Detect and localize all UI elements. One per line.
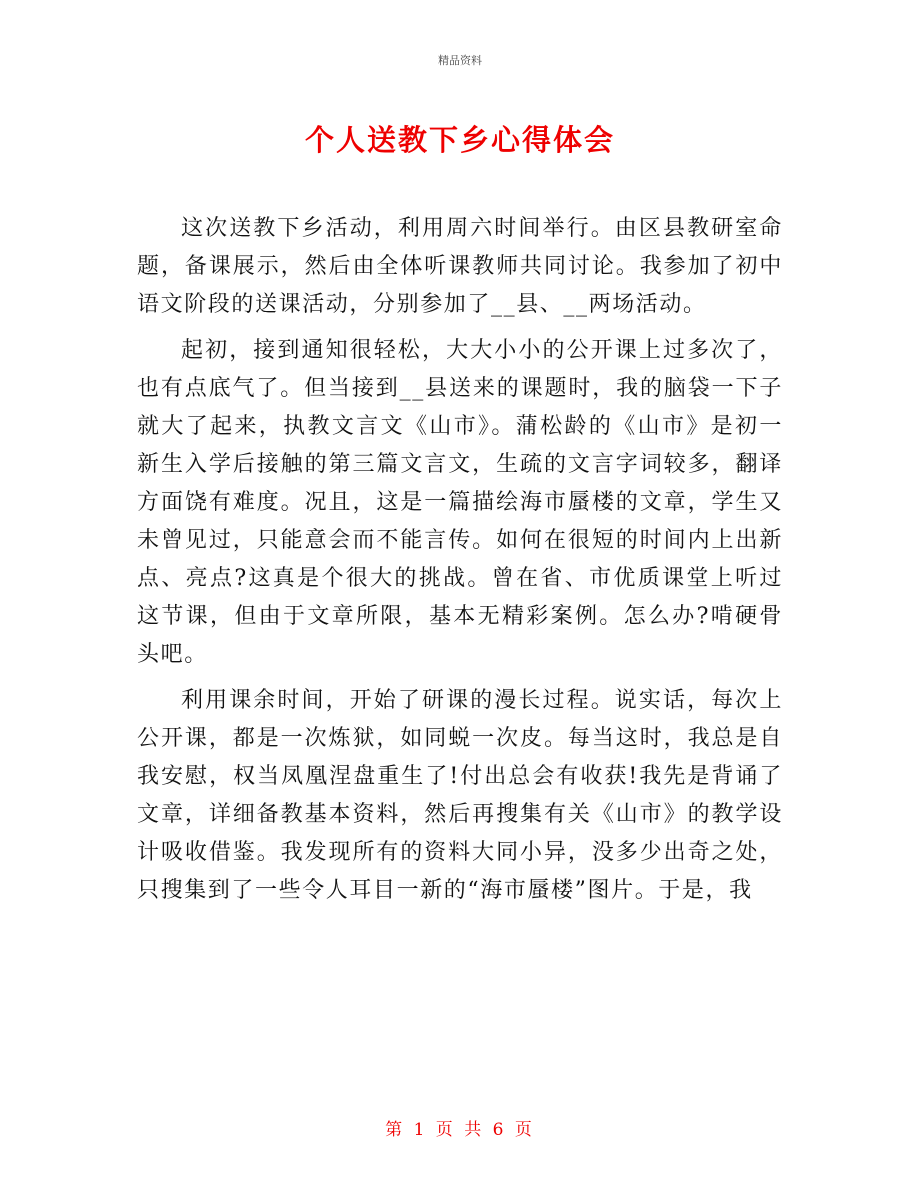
paragraph-2: 起初，接到通知很轻松，大大小小的公开课上过多次了，也有点底气了。但当接到__县送来的课题时，我的脑袋一下子就大了起来，执教文言文《山市》。蒲松龄的《山市》是初一新生入学后接触的第三篇文言文，生疏的文言字词较多，翻译方面饶有难度。况且，这是一篇描绘海市蜃楼的文章，学生又未曾见过，只能意会而不能言传。如何在很短的时间内上出新点、亮点?这真是个很大的挑战。曾在省、市优质课堂上听过这节课，但由于文章所限，基本无精彩案例。怎么办?啃硬骨头吧。 — [137, 338, 783, 667]
document-body — [137, 210, 783, 910]
paragraph-3: 利用课余时间，开始了研课的漫长过程。说实话，每次上公开课，都是一次炼狱，如同蜕一次皮。每当这时，我总是自我安慰，权当凤凰涅盘重生了!付出总会有收获!我先是背诵了文章，详细备教基本资料，然后再搜集有关《山市》的教学设计吸收借鉴。我发现所有的资料大同小异，没多少出奇之处，只搜集到了一些令人耳目一新的“海市蜃楼”图片。于是，我 — [137, 688, 783, 903]
header-note: 精品资料 — [438, 54, 482, 67]
document-title: 个人送教下乡心得体会 — [304, 123, 615, 157]
page-indicator: 第 1 页 共 6 页 — [385, 1120, 535, 1140]
paragraph-1: 这次送教下乡活动，利用周六时间举行。由区县教研室命题，备课展示，然后由全体听课教师共同讨论。我参加了初中语文阶段的送课活动，分别参加了__县、__两场活动。 — [137, 216, 783, 317]
